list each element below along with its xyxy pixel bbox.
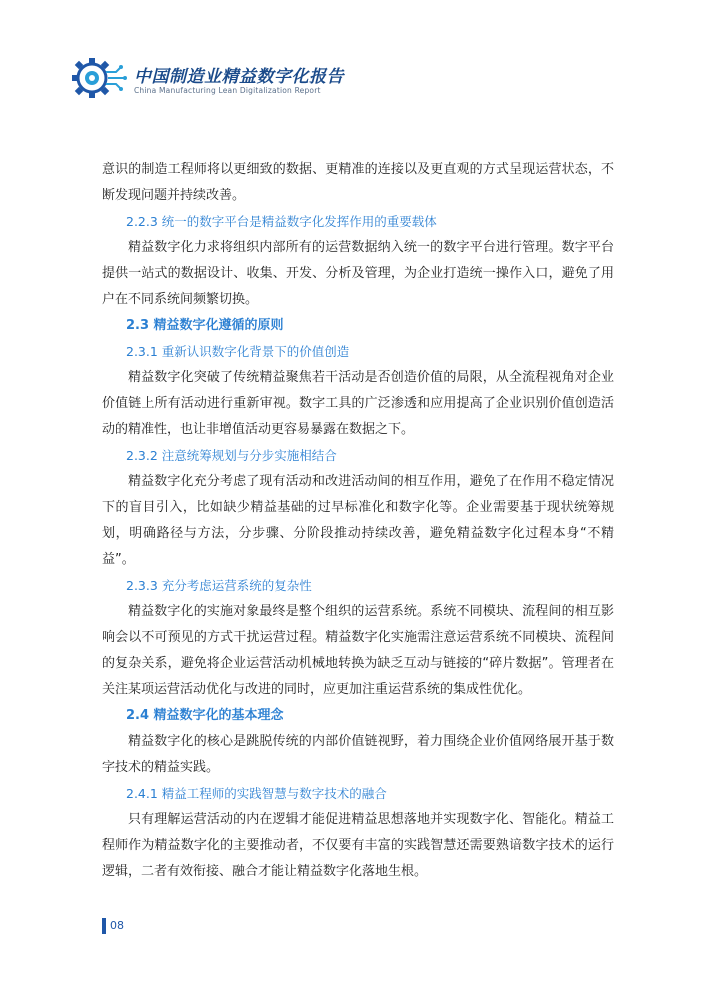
body-paragraph: 精益数字化充分考虑了现有活动和改进活动间的相互作用，避免了在作用不稳定情况下的盲目引入，比如缺少精益基础的过早标准化和数字化等。企业需要基于现状统筹规划，明确路径与方法，分步骤、分阶段推动持续改善，避免精益数字化过程本身“不精益”。 xyxy=(102,474,614,567)
subsection-heading: 2.3.3 充分考虑运营系统的复杂性 xyxy=(126,578,312,593)
subsection-heading: 2.4.1 精益工程师的实践智慧与数字技术的融合 xyxy=(126,786,387,801)
body-paragraph: 精益数字化的实施对象最终是整个组织的运营系统。系统不同模块、流程间的相互影响会以不可预见的方式干扰运营过程。精益数字化实施需注意运营系统不同模块、流程间的复杂关系，避免将企业运营活动机械地转换为缺乏互动与链接的“碎片数据”。管理者在关注某项运营活动优化与改进的同时，应更加注重运营系统的集成性优化。 xyxy=(102,604,614,697)
section-heading: 2.3 精益数字化遵循的原则 xyxy=(126,318,284,333)
subsection-heading: 2.3.1 重新认识数字化背景下的价值创造 xyxy=(126,344,350,359)
body-paragraph: 精益数字化力求将组织内部所有的运营数据纳入统一的数字平台进行管理。数字平台提供一站式的数据设计、收集、开发、分析及管理，为企业打造统一操作入口，避免了用户在不同系统间频繁切换。 xyxy=(102,240,614,307)
page-number: 08 xyxy=(110,919,124,932)
report-header xyxy=(70,48,344,108)
page-number-bar xyxy=(102,918,106,934)
body-paragraph: 精益数字化突破了传统精益聚焦若干活动是否创造价值的局限，从全流程视角对企业价值链上所有活动进行重新审视。数字工具的广泛渗透和应用提高了企业识别价值创造活动的精准性，也让非增值活动更容易暴露在数据之下。 xyxy=(102,370,614,437)
gear-circuit-logo-icon xyxy=(70,52,128,104)
report-title: 中国制造业精益数字化报告 xyxy=(134,67,344,87)
body-paragraph: 精益数字化的核心是跳脱传统的内部价值链视野，着力围绕企业价值网络展开基于数字技术的精益实践。 xyxy=(102,734,614,775)
document-body xyxy=(102,157,614,885)
body-paragraph: 意识的制造工程师将以更细致的数据、更精准的连接以及更直观的方式呈现运营状态，不断发现问题并持续改善。 xyxy=(102,162,614,203)
section-heading: 2.4 精益数字化的基本理念 xyxy=(126,708,284,723)
subsection-heading: 2.2.3 统一的数字平台是精益数字化发挥作用的重要载体 xyxy=(126,214,437,229)
body-paragraph: 只有理解运营活动的内在逻辑才能促进精益思想落地并实现数字化、智能化。精益工程师作为精益数字化的主要推动者，不仅要有丰富的实践智慧还需要熟谙数字技术的运行逻辑，二者有效衔接、融合才能让精益数字化落地生根。 xyxy=(102,812,614,879)
report-subtitle: China Manufacturing Lean Digitalization Report xyxy=(134,86,321,95)
subsection-heading: 2.3.2 注意统筹规划与分步实施相结合 xyxy=(126,448,337,463)
